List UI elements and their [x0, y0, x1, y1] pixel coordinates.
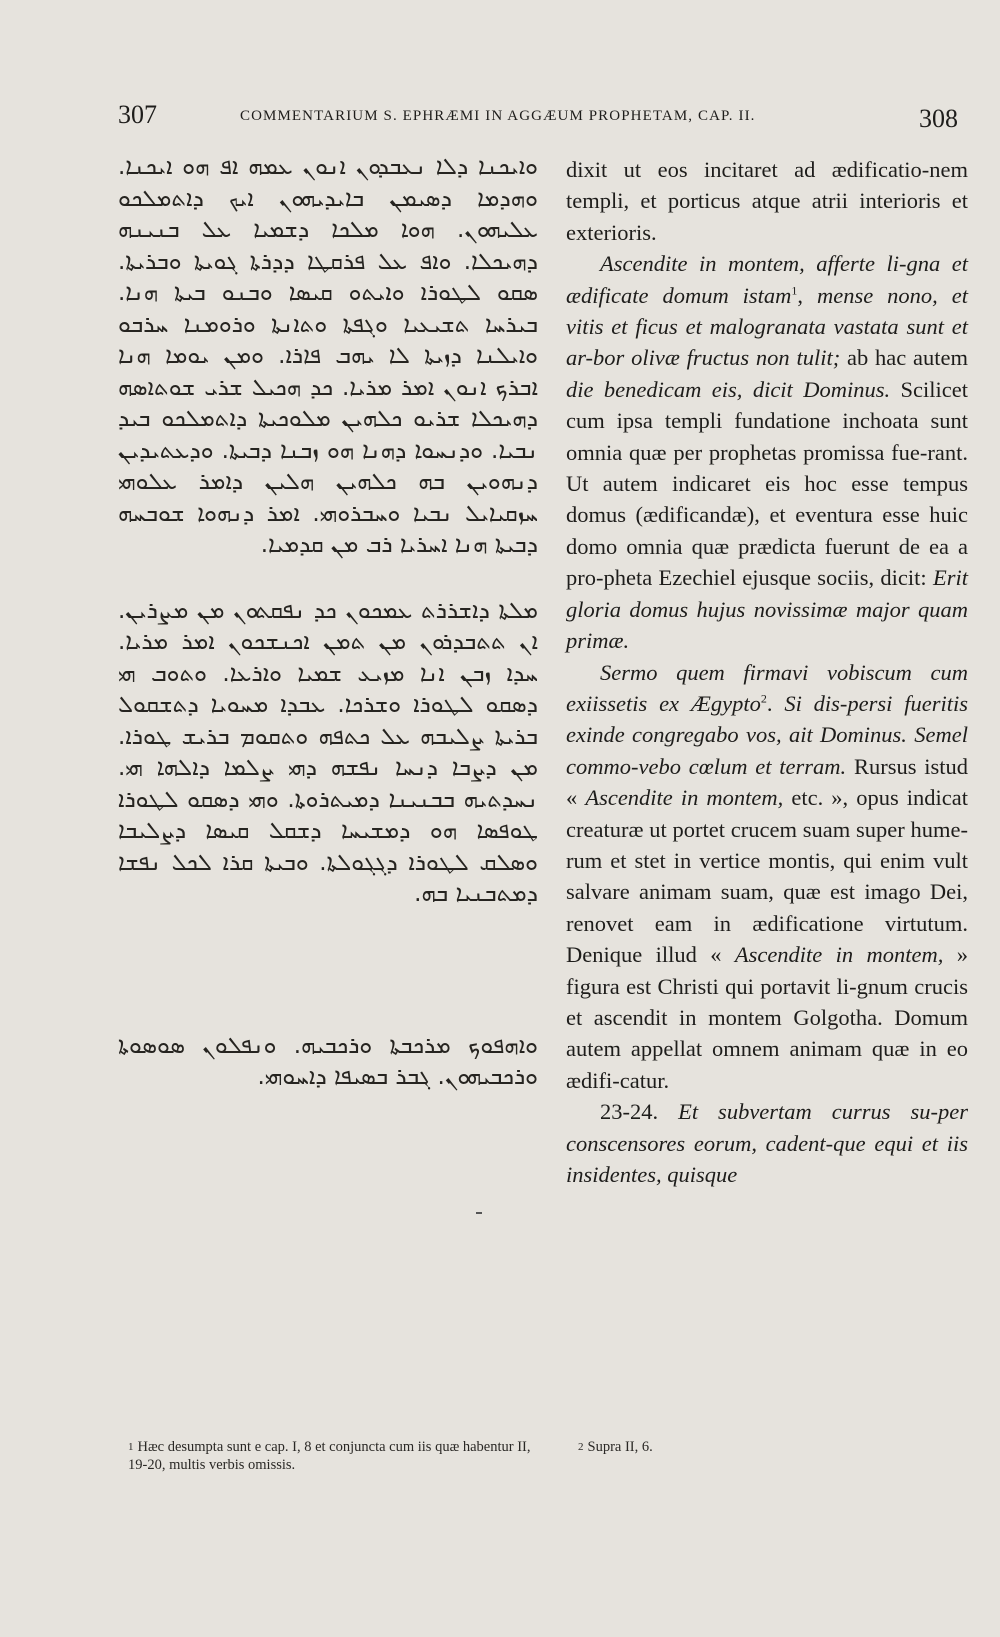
footnote-left [128, 1438, 548, 1474]
footnote-number: 1 [128, 1441, 134, 1453]
scripture-quote: Sermo quem firmavi vobiscum cum exiissetis ex Ægypto [566, 659, 968, 716]
latin-text-column [566, 154, 968, 1190]
scripture-quote: Si dis-persi fueritis exinde congregabo vos, ait Dominus. Semel commo-vebo cœlum et terram. [566, 690, 969, 779]
latin-paragraph-1 [566, 154, 968, 248]
footnote-ref-2: 2 [760, 691, 767, 706]
footnote-ref-1: 1 [791, 283, 798, 298]
scripture-quote: Ascendite in montem, [585, 785, 784, 811]
footnote-text: Supra II, 6. [587, 1439, 653, 1455]
syriac-paragraph-3: ܘܐܗܦܘܟ ܡܪܟܒܬܐ ܘܪܟܒܝܗ. ܘܢܦܠܘܢ ܣܘܣܘܬܐ ܘܪܟܒܝܗܘܢ. ܓܒܪ ܒܣܝܦܐ ܕܐܚܘܗܝ. [118, 1032, 538, 1090]
syriac-paragraph-1: ܘܐܝܟܢܐ ܕܠܐ ܢܥܒܕܘܢ ܐܢܘܢ ܥܡܗ ܐܦ ܗܘ ܐܝܟܢܐ. ܘܗܕܡܐ ܕܣܝܡܢ ܒܐܝܕܝܗܘܢ ܐܝܟ ܕܐܬܡܠܟܘ ܥܠܝܗܘܢ. ܗܘܐ ܡܠܟܐ ܕܫܡܝܐ ܥܠ ܒܢܝܢܗ ܕܗܝܟܠܐ. ܘܐܦ ܥܠ ܦܪܩܛܐ ܕܕܪܬܐ ܓܘܝܬܐ ܘܒܪܝܬܐ. ܣܩܘ ܠܛܘܪܐ ܘܐܝܬܘ ܩܝܣܐ ܘܒܢܘ ܒܝܬܐ ܗܢܐ. ܒܝܪܚܐ ܬܫܝܥܝܐ ܘܓܦܬܐ ܘܬܐܢܬܐ ܘܪܘܡܢܐ ܚܪܒܘ ܘܐܝܠܢܐ ܕܙܝܬܐ ܠܐ ܝܗܒ ܦܐܪܐ. ܘܡܢ ܝܘܡܐ ܗܢܐ ܐܒܪܟ ܐܢܘܢ ܐܡܪ ܡܪܝܐ. ܟܕ ܗܟܝܠ ܫܪܝ ܫܘܬܐܣܗ ܕܗܝܟܠܐ ܫܪܝܘ ܟܠܗܝܢ ܡܠܘܟܝܬܐ ܕܐܬܡܠܟܘ ܒܝܕ ܢܒܝܐ. ܘܕܢܚܘܐ ܕܗܢܐ ܗܘ ܙܒܢܐ ܕܒܝܬܐ. ܘܕܥܬܝܕܝܢ ܕܢܗܘܝܢ ܒܗ ܟܠܗܝܢ ܗܠܝܢ ܕܐܡܪ ܥܠܘܗܝ ܚܙܩܝܐܝܠ ܢܒܝܐ ܘܚܒܪܘܗܝ. ܐܡܪ ܕܢܗܘܐ ܫܘܒܚܗ ܕܒܝܬܐ ܗܢܐ ܐܚܪܝܐ ܪܒ ܡܢ ܩܕܡܝܐ. [118, 154, 538, 558]
syriac-text-column [118, 152, 538, 1094]
latin-text: etc. », opus indicat creaturæ ut portet crucem suam super hume-rum et stet in vertice montis, qui enim vult salvare animam suam, quæ est imago Dei, renovet eam in ædificatione virtutum. Denique illud « [566, 785, 969, 968]
scripture-quote: die benedicam eis, dicit Dominus. [566, 376, 891, 402]
footnote-number: 2 [578, 1441, 584, 1453]
latin-paragraph-4 [566, 1096, 968, 1190]
scripture-quote: Ascendite in montem, afferte li-gna et ædificate domum istam [566, 251, 968, 308]
verse-number: 23-24. [600, 1099, 679, 1125]
scripture-quote: mense nono, et vitis et ficus et malogranata vastata sunt et ar-bor olivæ fructus non tulit; [566, 282, 969, 371]
page-number-left: 307 [118, 100, 157, 129]
scripture-quote: Et subvertam currus su-per conscensores eorum, cadent-que equi et iis insidentes, quisque [566, 1099, 968, 1187]
latin-text: » figura est Christi qui portavit li-gnum crucis et ascendit in montem Golgotha. Domum autem appellat omnem animam quæ in eo ædifi-catur. [566, 942, 969, 1093]
running-title: COMMENTARIUM S. EPHRÆMI IN AGGÆUM PROPHETAM, CAP. II. [240, 108, 756, 124]
latin-text: , [797, 282, 817, 308]
printer-mark [476, 1212, 482, 1214]
latin-text: . [766, 690, 785, 716]
syriac-paragraph-2: ܡܠܬܐ ܕܐܫܪܪܬ ܥܡܟܘܢ ܟܕ ܢܦܩܬܘܢ ܡܢ ܡܨܪܝܢ. ܐܢ ܬܬܒܕܪܘܢ ܡܢ ܬܡܢ ܐܟܢܫܟܘܢ ܐܡܪ ܡܪܝܐ. ܚܕܐ ܙܒܢ ܐܢܐ ܡܙܝܥ ܫܡܝܐ ܘܐܪܥܐ. ܘܬܘܒ ܗܝ ܕܣܩܘ ܠܛܘܪܐ ܘܫܪܟܐ. ܥܒܕܐ ܡܚܘܝܐ ܕܬܫܩܘܠ ܒܪܝܬܐ ܨܠܝܒܗ ܥܠ ܟܬܦܗ ܘܬܩܘܡ ܒܪܝܫ ܛܘܪܐ. ܡܢ ܕܨܒܐ ܕܢܚܐ ܢܦܫܗ ܕܗܝ ܨܠܡܐ ܕܐܠܗܐ ܗܝ. ܢܚܕܬܝܗ ܒܒܢܝܢܐ ܕܡܝܬܪܘܬܐ. ܘܗܝ ܕܣܩܘ ܠܛܘܪܐ ܛܘܦܣܐ ܗܘ ܕܡܫܝܚܐ ܕܫܩܠ ܩܝܣܐ ܕܨܠܝܒܐ ܘܣܠܩ ܠܛܘܪܐ ܕܓܓܘܠܬܐ. ܘܒܝܬܐ ܩܪܐ ܠܟܠ ܢܦܫܐ ܕܡܬܒܢܝܐ ܒܗ. [118, 597, 538, 907]
page-header [118, 100, 958, 140]
latin-p1-text: dixit ut eos incitaret ad ædificatio-nem templi, et porticus atque atrii interioris et exterioris. [566, 157, 968, 245]
footnote-text: Hæc desumpta sunt e cap. I, 8 et conjuncta cum iis quæ habentur II, 19-20, multis verbis omissis. [128, 1439, 531, 1473]
latin-paragraph-2 [566, 248, 968, 656]
latin-text: Scilicet cum ipsa templi fundatione inchoata sunt omnia quæ per prophetas promissa fue-rant. Ut autem indicaret eis hoc esse tempus domus (ædificandæ), et eventura esse huic domo omnia quæ prædicta fuerunt de ea a pro-pheta Ezechiel ejusque sociis, dicit: [566, 376, 969, 591]
scripture-quote: Ascendite in montem, [734, 942, 944, 968]
page-number-right: 308 [919, 104, 958, 133]
scripture-quote: Erit gloria domus hujus novissimæ major quam primæ. [566, 565, 968, 654]
footnote-right [578, 1438, 958, 1456]
latin-paragraph-3 [566, 657, 968, 1097]
latin-text: Rursus istud « [566, 753, 968, 811]
latin-text: ab hac autem [840, 345, 968, 371]
